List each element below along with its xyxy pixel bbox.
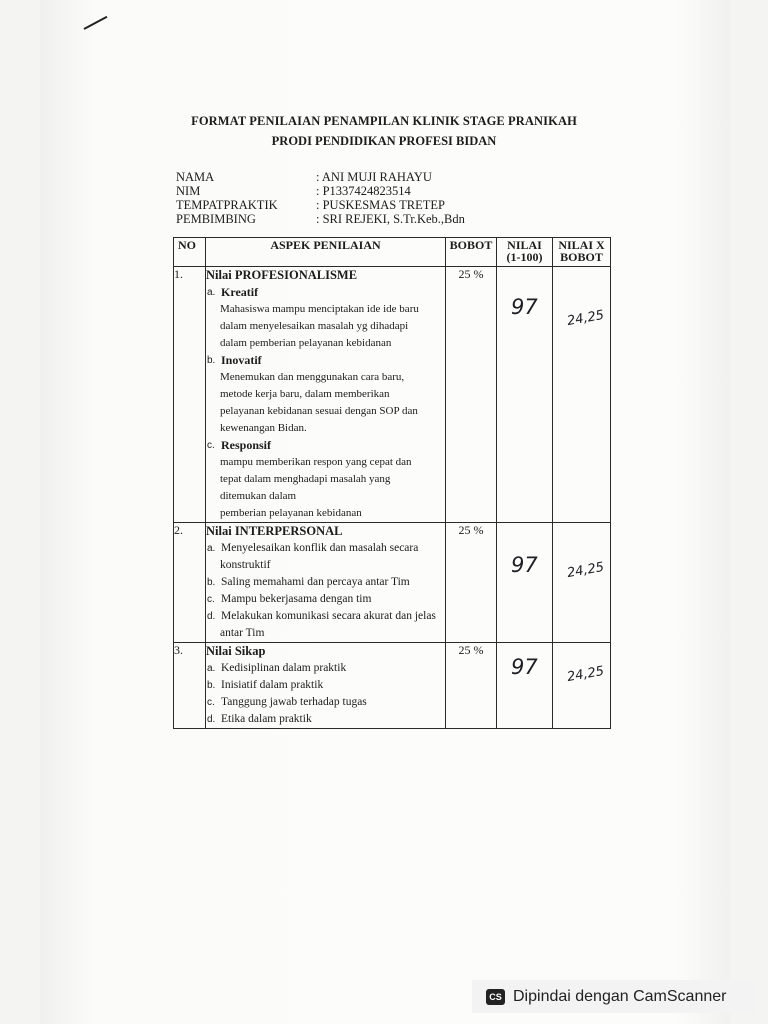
handwritten-weighted-score: 24,25 [565, 307, 606, 330]
identity-value: : P1337424823514 [316, 184, 411, 198]
section-title: Nilai Sikap [206, 644, 266, 658]
aspek-cell [206, 523, 446, 643]
item-desc-line: tepat dalam menghadapi masalah yang [220, 473, 391, 485]
item-desc-line: mampu memberikan respon yang cepat dan [220, 456, 412, 468]
nilai-cell [497, 267, 553, 523]
list-item [206, 352, 445, 369]
table-header-row [174, 238, 611, 267]
item-letter: a. [207, 287, 216, 298]
nilai-cell [497, 643, 553, 729]
identity-value: : ANI MUJI RAHAYU [316, 170, 432, 184]
camscanner-badge [472, 980, 756, 1013]
item-letter: b. [207, 577, 216, 588]
list-item [206, 660, 445, 677]
item-text: Menyelesaikan konflik dan masalah secara [221, 542, 419, 554]
table-row [174, 267, 611, 523]
item-desc-line: kewenangan Bidan. [220, 422, 307, 434]
item-letter: c. [207, 440, 215, 451]
item-text: Kedisiplinan dalam praktik [221, 662, 347, 674]
camscanner-logo-icon: CS [486, 989, 505, 1005]
list-item [206, 711, 445, 728]
item-desc-line: ditemukan dalam [220, 490, 297, 502]
header-aspek: ASPEK PENILAIAN [206, 238, 446, 267]
identity-label: NAMA [176, 170, 215, 184]
bobot-cell: 25 % [446, 523, 497, 643]
header-nilai-line1: NILAI [507, 238, 542, 252]
nilai-x-bobot-cell [553, 523, 611, 643]
handwritten-weighted-score: 24,25 [565, 559, 606, 582]
item-letter: c. [207, 697, 215, 708]
header-nxb-line2: BOBOT [560, 250, 603, 264]
section-title: Nilai INTERPERSONAL [206, 524, 343, 538]
row-number: 3. [174, 643, 206, 729]
item-letter: a. [207, 663, 216, 674]
item-label: Kreatif [221, 285, 259, 299]
item-text: Melakukan komunikasi secara akurat dan jelas [221, 610, 436, 622]
item-text: Etika dalam praktik [221, 713, 312, 725]
identity-label: TEMPATPRAKTIK [176, 198, 278, 212]
assessment-table [173, 237, 611, 729]
aspek-cell [206, 643, 446, 729]
handwritten-score: 97 [511, 655, 538, 679]
handwritten-score: 97 [511, 553, 538, 577]
handwritten-weighted-score: 24,25 [565, 663, 606, 686]
table-row [174, 523, 611, 643]
identity-value: : SRI REJEKI, S.Tr.Keb.,Bdn [316, 212, 465, 226]
item-desc-line: dalam menyelesaikan masalah yg dihadapi [220, 320, 409, 332]
nilai-cell [497, 523, 553, 643]
aspek-cell [206, 267, 446, 523]
document-subtitle: PRODI PENDIDIKAN PROFESI BIDAN [271, 134, 497, 148]
item-desc-line: Mahasiswa mampu menciptakan ide ide baru [220, 303, 419, 315]
list-item [206, 608, 445, 625]
list-item [206, 591, 445, 608]
list-item [206, 437, 445, 454]
item-letter: c. [207, 594, 215, 605]
row-number: 1. [174, 267, 206, 523]
identity-label: PEMBIMBING [176, 212, 256, 226]
item-label: Responsif [221, 438, 272, 452]
camscanner-text: Dipindai dengan CamScanner [513, 987, 727, 1005]
item-letter: d. [207, 714, 216, 725]
item-continuation: konstruktif [220, 559, 271, 571]
item-label: Inovatif [221, 353, 262, 367]
list-item [206, 677, 445, 694]
identity-row-nama [176, 170, 465, 184]
header-nxb-line1: NILAI X [558, 238, 605, 252]
identity-row-nim [176, 184, 465, 198]
nilai-x-bobot-cell [553, 267, 611, 523]
identity-label: NIM [176, 184, 201, 198]
header-nilai-line2: (1-100) [506, 250, 543, 264]
item-letter: a. [207, 543, 216, 554]
identity-value: : PUSKESMAS TRETEP [316, 198, 445, 212]
item-text: Saling memahami dan percaya antar Tim [221, 576, 410, 588]
table-row [174, 643, 611, 729]
header-bobot: BOBOT [446, 238, 497, 267]
identity-block [176, 170, 465, 226]
header-no: NO [174, 238, 206, 267]
bobot-cell: 25 % [446, 643, 497, 729]
document-title: FORMAT PENILAIAN PENAMPILAN KLINIK STAGE PRANIKAH [191, 114, 577, 128]
section-title: Nilai PROFESIONALISME [206, 268, 358, 282]
list-item [206, 284, 445, 301]
list-item [206, 694, 445, 711]
header-nilai-x-bobot [553, 238, 611, 267]
bobot-cell: 25 % [446, 267, 497, 523]
item-desc-line: pemberian pelayanan kebidanan [220, 507, 362, 519]
item-letter: b. [207, 680, 216, 691]
item-text: Inisiatif dalam praktik [221, 679, 324, 691]
row-number: 2. [174, 523, 206, 643]
nilai-x-bobot-cell [553, 643, 611, 729]
identity-row-pembimbing [176, 212, 465, 226]
handwritten-score: 97 [511, 295, 538, 319]
item-text: Tanggung jawab terhadap tugas [221, 696, 367, 708]
item-desc-line: dalam pemberian pelayanan kebidanan [220, 337, 392, 349]
list-item [206, 540, 445, 557]
item-letter: d. [207, 611, 216, 622]
item-letter: b. [207, 355, 216, 366]
list-item [206, 574, 445, 591]
identity-row-tempat-praktik [176, 198, 465, 212]
header-nilai [497, 238, 553, 267]
item-desc-line: metode kerja baru, dalam memberikan [220, 388, 390, 400]
item-continuation: antar Tim [220, 627, 265, 639]
item-text: Mampu bekerjasama dengan tim [221, 593, 372, 605]
item-desc-line: pelayanan kebidanan sesuai dengan SOP dan [220, 405, 418, 417]
item-desc-line: Menemukan dan menggunakan cara baru, [220, 371, 405, 383]
